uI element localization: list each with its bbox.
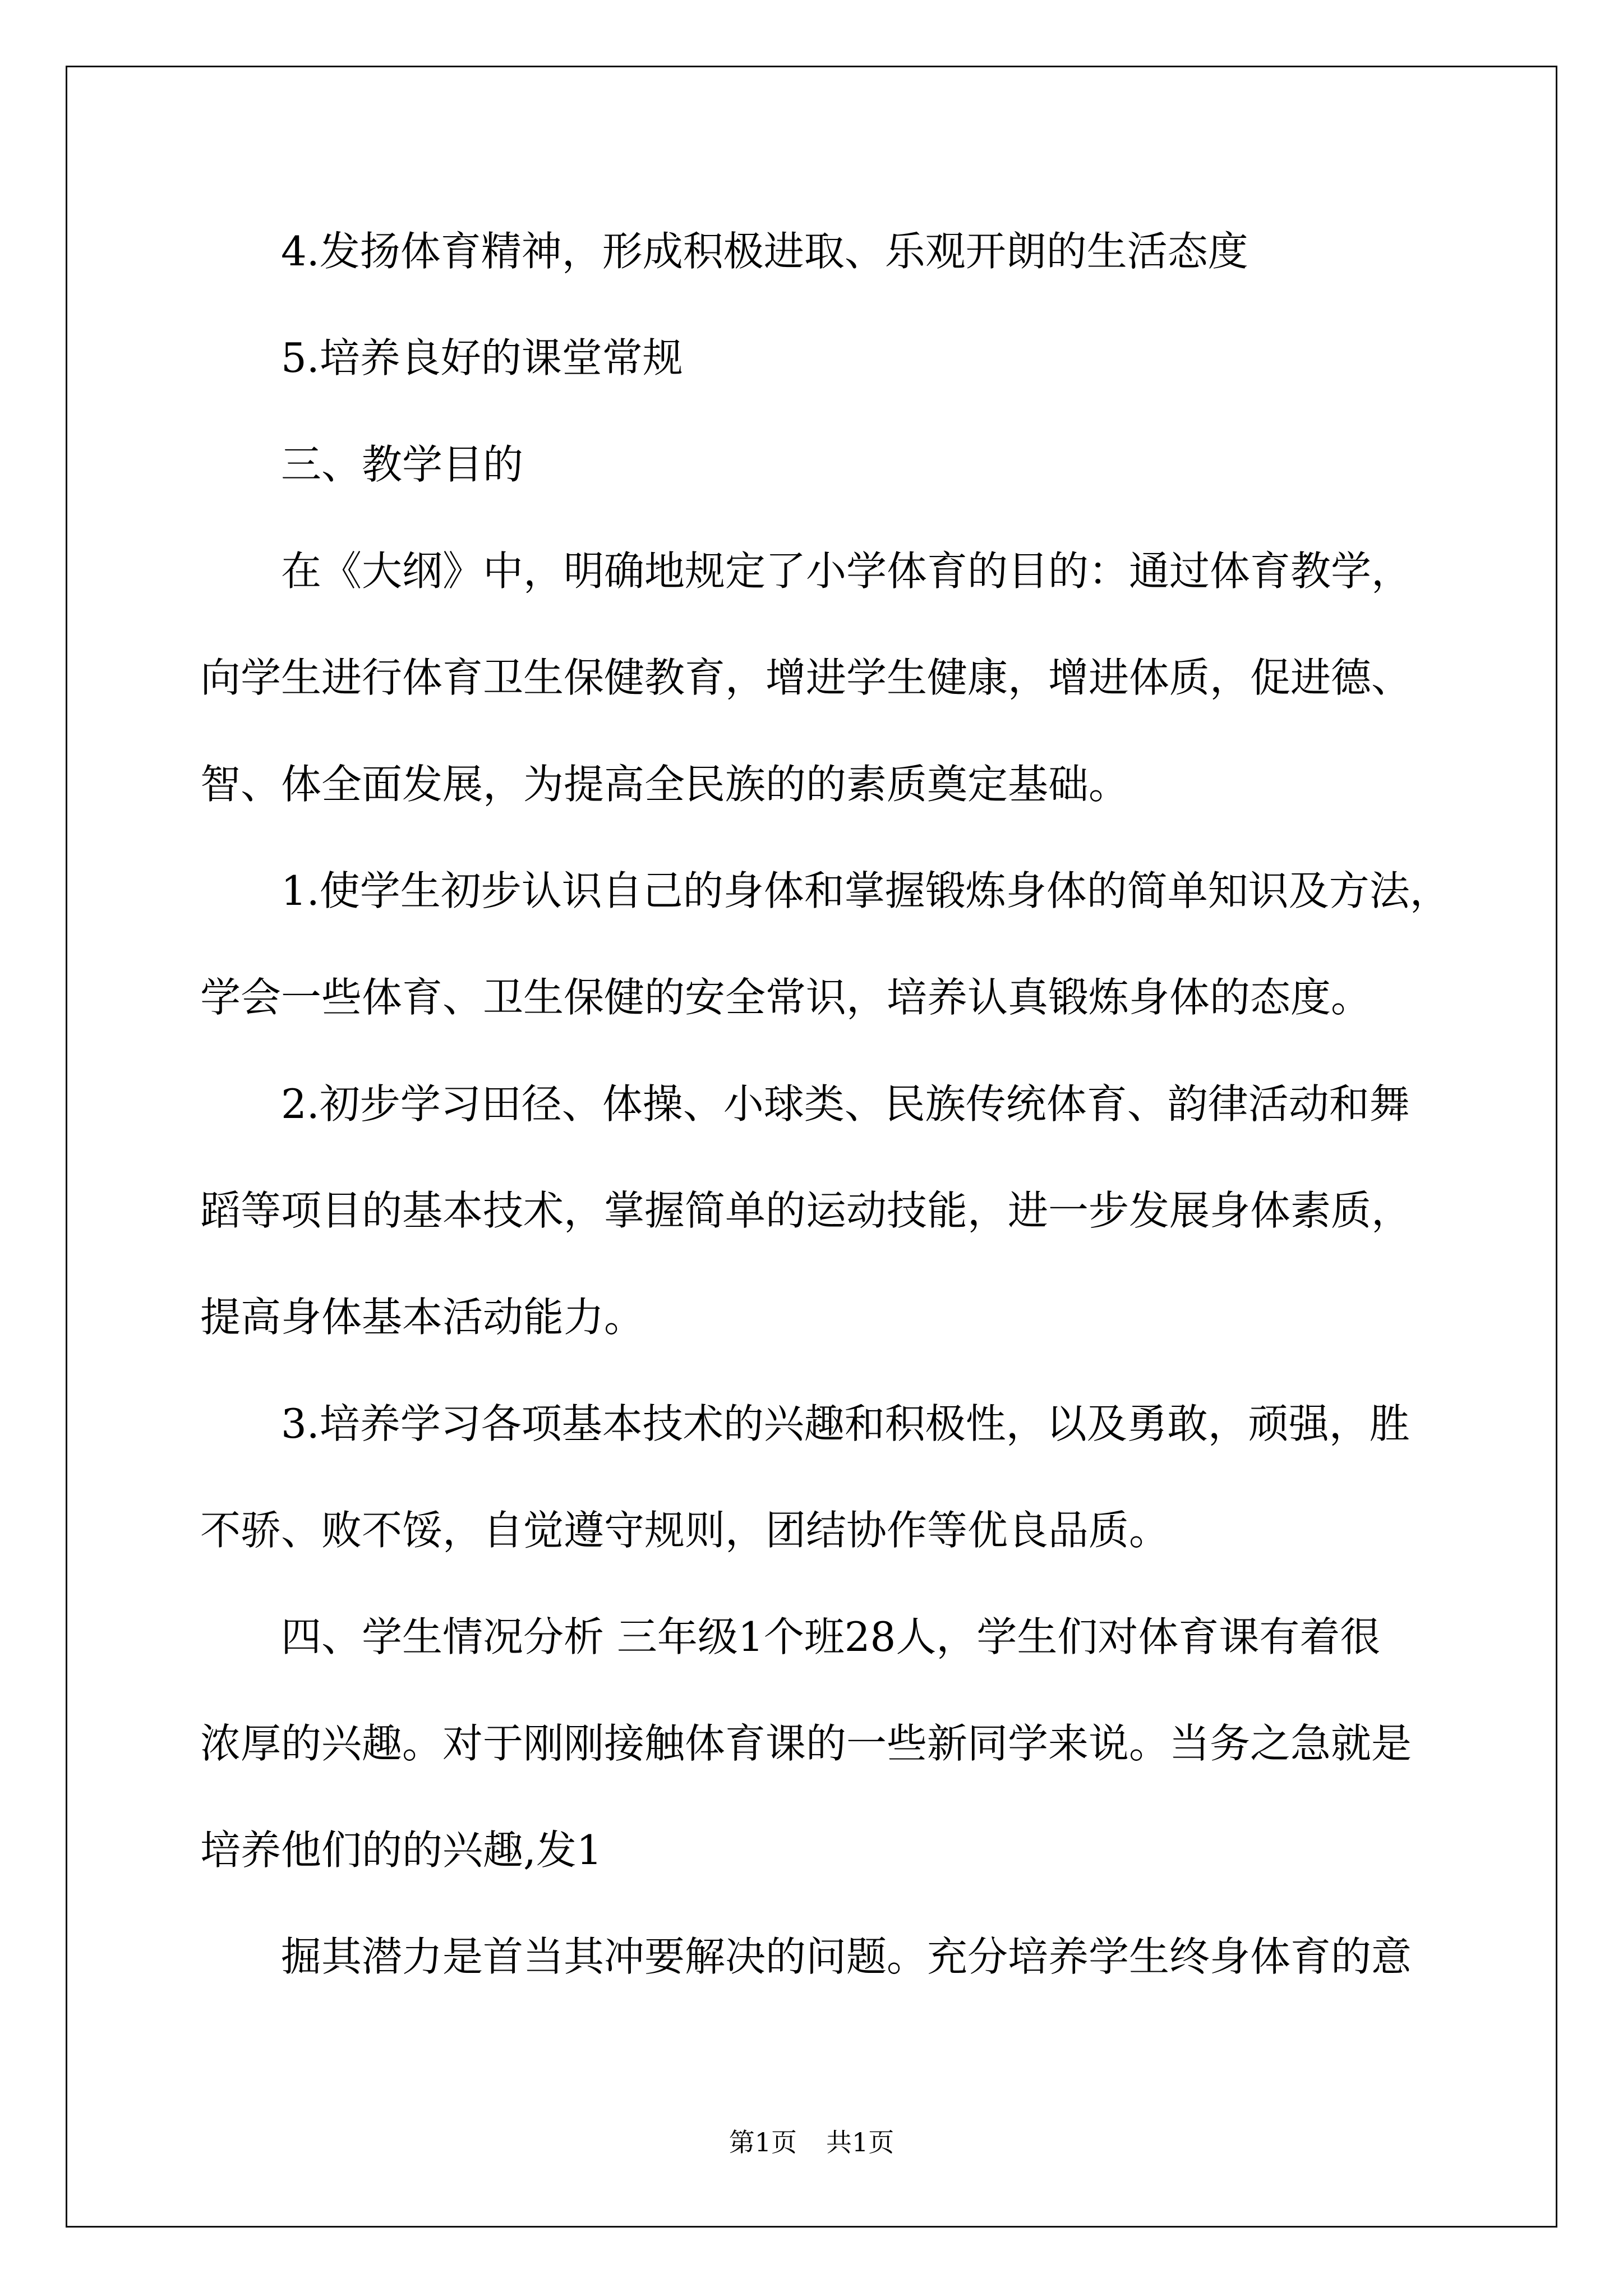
paragraph-syllabus (200, 518, 1501, 838)
text-line: 智、体全面发展，为提高全民族的的素质奠定基础。 (200, 761, 1129, 808)
text-line: 学会一些体育、卫生保健的安全常识，培养认真锻炼身体的态度。 (200, 974, 1372, 1021)
paragraph-item-2 (200, 1051, 1501, 1370)
text-line: 2.初步学习田径、体操、小球类、民族传统体育、韵律活动和舞 (281, 1080, 1410, 1128)
text-line: 掘其潜力是首当其冲要解决的问题。充分培养学生终身体育的意 (281, 1933, 1412, 1980)
page-number: 第1页 (728, 2127, 797, 2157)
text-line: 4.发扬体育精神，形成积极进取、乐观开朗的生活态度 (281, 228, 1248, 275)
text-line: 3.培养学习各项基本技术的兴趣和积极性，以及勇敢，顽强，胜 (281, 1400, 1410, 1447)
text-line: 不骄、败不馁，自觉遵守规则，团结协作等优良品质。 (200, 1507, 1170, 1554)
paragraph-student-analysis (200, 1584, 1501, 1903)
section-heading-teaching-goals (200, 411, 1501, 518)
text-line: 培养他们的的兴趣,发1 (200, 1826, 602, 1874)
text-line: 5.培养良好的课堂常规 (281, 334, 683, 381)
text-line: 蹈等项目的基本技术，掌握简单的运动技能，进一步发展身体素质， (200, 1187, 1412, 1234)
page-footer (0, 2125, 1623, 2159)
paragraph-goal-5 (200, 305, 1501, 411)
text-line: 在《大纲》中，明确地规定了小学体育的目的：通过体育教学， (281, 547, 1412, 595)
section-heading: 三、教学目的 (281, 441, 524, 488)
text-line: 提高身体基本活动能力。 (200, 1294, 645, 1341)
text-line: 四、学生情况分析 三年级1个班28人，学生们对体育课有着很 (281, 1613, 1381, 1660)
page-total: 共1页 (826, 2127, 895, 2157)
paragraph-item-1 (200, 838, 1501, 1051)
paragraph-goal-4 (200, 198, 1501, 305)
paragraph-potential (200, 1903, 1501, 2010)
paragraph-item-3 (200, 1370, 1501, 1584)
text-line: 向学生进行体育卫生保健教育，增进学生健康，增进体质，促进德、 (200, 654, 1412, 701)
text-line: 1.使学生初步认识自己的身体和掌握锻炼身体的简单知识及方法， (281, 867, 1450, 914)
text-line: 浓厚的兴趣。对于刚刚接触体育课的一些新同学来说。当务之急就是 (200, 1720, 1412, 1767)
document-body (200, 198, 1501, 2010)
